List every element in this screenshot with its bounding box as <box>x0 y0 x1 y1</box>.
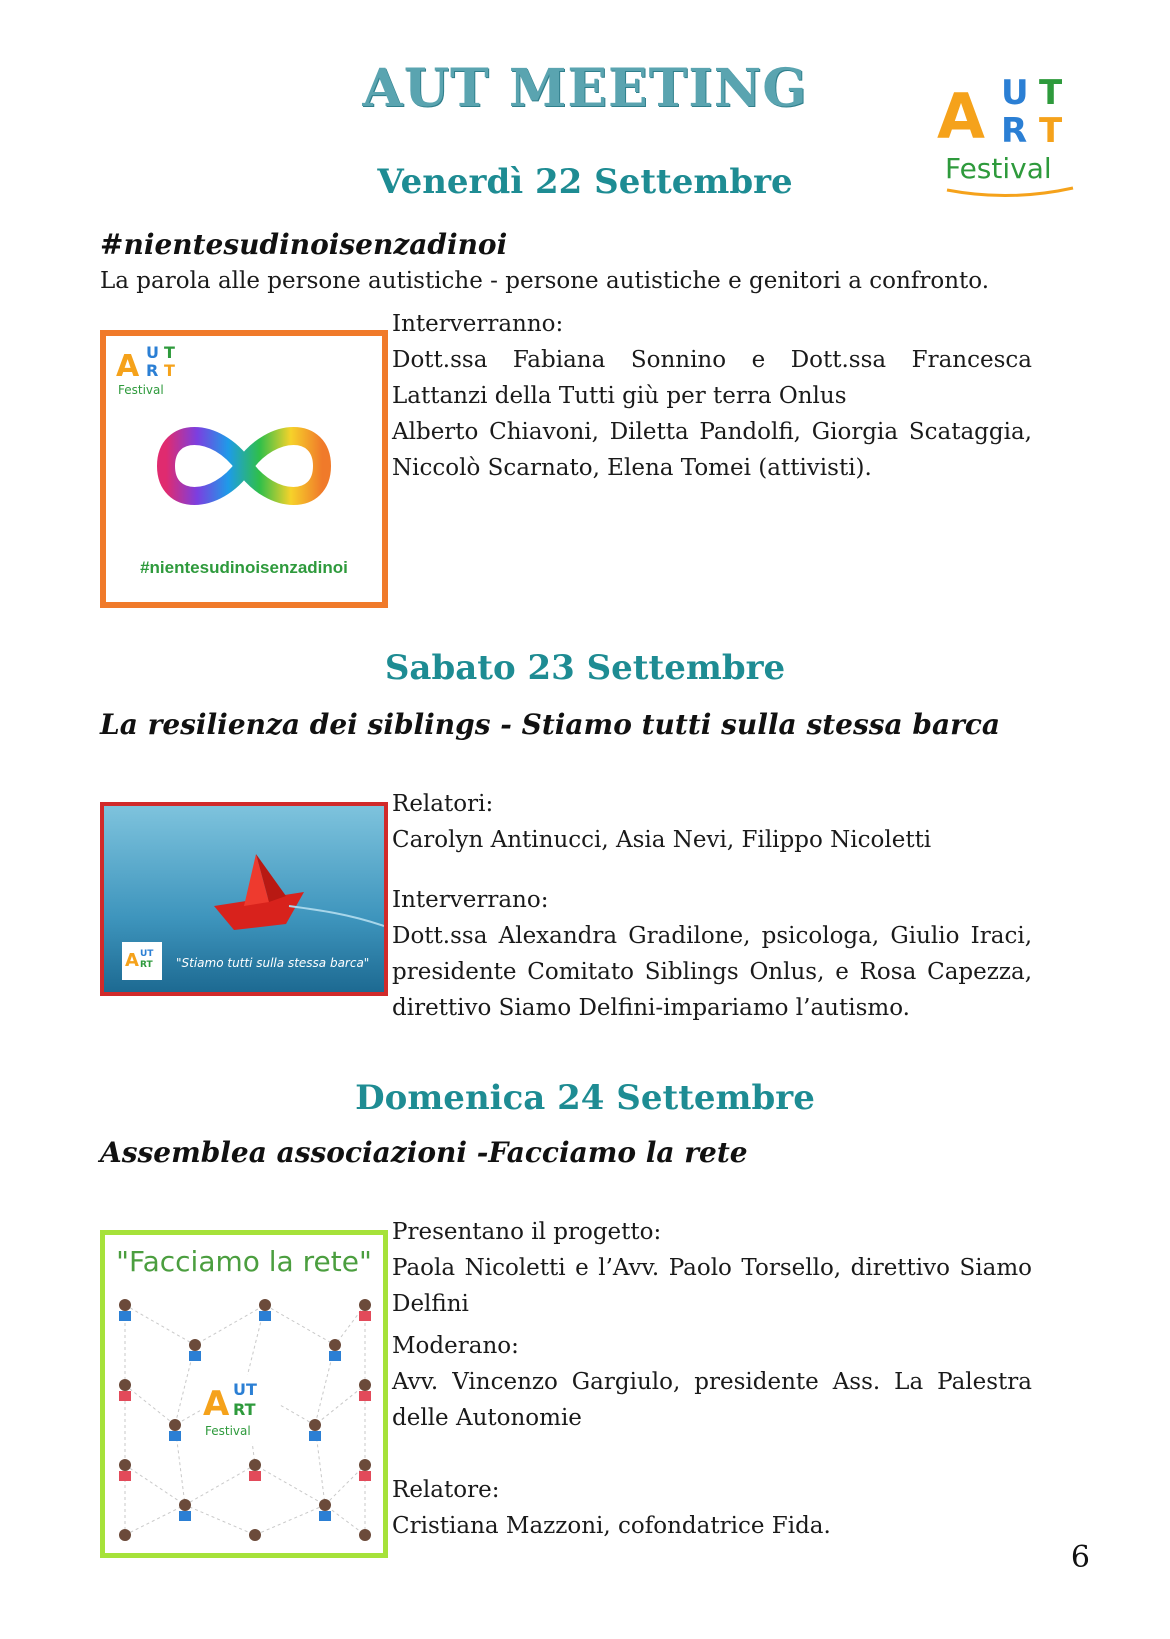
network-image <box>100 1230 388 1558</box>
image-caption: "Stiamo tutti sulla stessa barca" <box>176 956 370 970</box>
speakers-block-2 <box>392 786 1032 1026</box>
block-text: Dott.ssa Fabiana Sonnino e Dott.ssa Francesca Lattanzi della Tutti giù per terra Onlus <box>392 347 1032 409</box>
block-text: Dott.ssa Alexandra Gradilone, psicologa, Giulio Iraci, presidente Comitato Siblings Onlus, e Rosa Capezza, direttivo Siamo Delfini-impariamo l’autismo. <box>392 923 1032 1021</box>
block-text: Cristiana Mazzoni, cofondatrice Fida. <box>392 1513 831 1539</box>
image-hashtag: #nientesudinoisenzadinoi <box>140 558 348 577</box>
block-text: Avv. Vincenzo Gargiulo, presidente Ass. La Palestra delle Autonomie <box>392 1369 1032 1431</box>
block-label: Moderano: <box>392 1333 519 1359</box>
block-label: Presentano il progetto: <box>392 1219 662 1245</box>
infinity-icon <box>166 436 322 496</box>
block-label: Interverrano: <box>392 887 549 913</box>
event-subtitle-1: La parola alle persone autistiche - persone autistiche e genitori a confronto. <box>100 268 990 294</box>
logo-festival-text: Festival <box>205 1424 251 1438</box>
day-heading-friday: Venerdì 22 Settembre <box>377 162 793 202</box>
image-caption: "Facciamo la rete" <box>116 1245 372 1278</box>
event-title-3: Assemblea associazioni -Facciamo la rete <box>100 1136 748 1169</box>
paper-boat-image <box>100 802 388 996</box>
page-title: AUT MEETING <box>362 58 808 119</box>
event-title-1: #nientesudinoisenzadinoi <box>100 228 508 261</box>
block-label: Relatori: <box>392 791 494 817</box>
logo-festival-text: Festival <box>118 383 164 397</box>
logo-letter-u: U <box>1001 73 1029 113</box>
svg-text:UT: UT <box>140 949 154 959</box>
logo-letter-t2: T <box>1039 111 1063 151</box>
day-heading-sunday: Domenica 24 Settembre <box>355 1078 815 1118</box>
svg-text:R: R <box>146 361 159 380</box>
speakers-block-3 <box>392 1214 1032 1544</box>
speakers-block-1 <box>392 306 1032 486</box>
block-text: Alberto Chiavoni, Diletta Pandolfi, Giorgia Scataggia, Niccolò Scarnato, Elena Tomei (attivisti). <box>392 419 1032 481</box>
page-number: 6 <box>1070 1540 1090 1575</box>
block-label: Relatore: <box>392 1477 500 1503</box>
svg-text:UT: UT <box>233 1380 257 1399</box>
day-heading-saturday: Sabato 23 Settembre <box>384 648 786 688</box>
event-title-2: La resilienza dei siblings - Stiamo tutti sulla stessa barca <box>100 708 1001 741</box>
svg-text:A: A <box>203 1384 230 1424</box>
logo-letter-t: T <box>1039 73 1063 113</box>
block-text: Carolyn Antinucci, Asia Nevi, Filippo Nicoletti <box>392 827 932 853</box>
svg-text:RT: RT <box>233 1400 256 1419</box>
svg-text:T: T <box>164 343 175 362</box>
svg-text:U: U <box>146 343 159 362</box>
svg-text:A: A <box>125 950 139 971</box>
logo-letter-r: R <box>1001 111 1028 151</box>
block-text: Paola Nicoletti e l’Avv. Paolo Torsello, direttivo Siamo Delfini <box>392 1255 1032 1317</box>
block-label: Interverranno: <box>392 311 564 337</box>
logo-letter-a: A <box>937 80 985 153</box>
svg-text:T: T <box>164 361 175 380</box>
svg-text:RT: RT <box>140 960 153 970</box>
nientesudinoi-image <box>100 330 388 608</box>
svg-text:A: A <box>116 349 140 384</box>
logo-festival-text: Festival <box>945 152 1052 185</box>
